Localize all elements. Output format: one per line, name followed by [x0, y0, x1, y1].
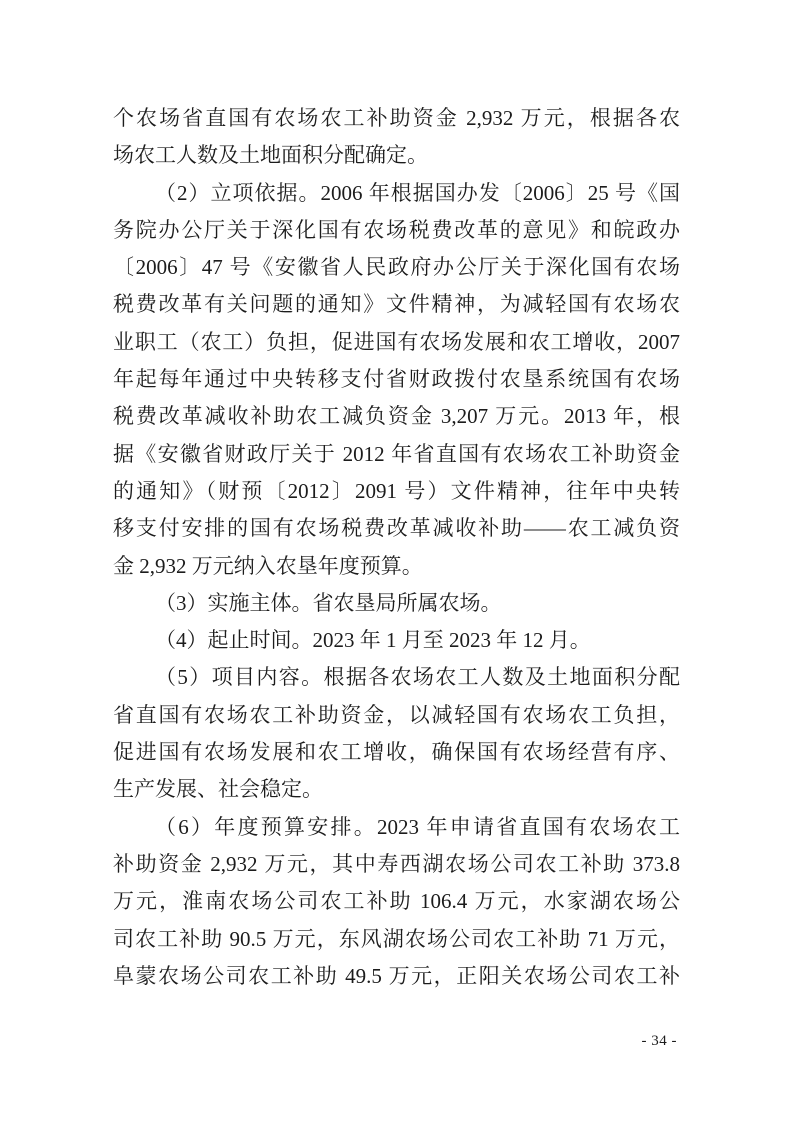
text-line: 生产发展、社会稳定。 — [113, 777, 323, 802]
text-line: 金 2,932 万元纳入农垦年度预算。 — [113, 553, 423, 578]
text-line: （5）项目内容。根据各农场农工人数及土地面积分配 — [155, 665, 680, 690]
text-line: 的通知》（财预〔2012〕2091 号）文件精神，往年中央转 — [113, 478, 680, 503]
text-line: 万元，淮南农场公司农工补助 106.4 万元，水家湖农场公 — [113, 889, 680, 914]
paragraph-2-lixiang-yiju — [113, 175, 680, 585]
text-line: （2）立项依据。2006 年根据国办发〔2006〕25 号《国 — [155, 180, 680, 205]
document-body — [113, 100, 680, 995]
paragraph-5-xiangmu-neirong — [113, 659, 680, 808]
text-line: 年起每年通过中央转移支付省财政拨付农垦系统国有农场 — [113, 367, 680, 392]
text-line: 司农工补助 90.5 万元，东风湖农场公司农工补助 71 万元， — [113, 926, 680, 951]
text-line: 〔2006〕47 号《安徽省人民政府办公厅关于深化国有农场 — [113, 255, 680, 280]
paragraph-6-niandu-yusuan — [113, 809, 680, 995]
page-number: - 34 - — [641, 1033, 677, 1049]
text-line: 税费改革有关问题的通知》文件精神，为减轻国有农场农 — [113, 292, 680, 317]
text-line: （4）起止时间。2023 年 1 月至 2023 年 12 月。 — [155, 628, 591, 653]
paragraph-3-shishi-zhuti — [113, 585, 680, 622]
text-line: 业职工（农工）负担，促进国有农场发展和农工增收，2007 — [113, 329, 680, 354]
paragraph-4-qizhi-shijian — [113, 622, 680, 659]
text-line: 移支付安排的国有农场税费改革减收补助——农工减负资 — [113, 516, 680, 541]
text-line: 促进国有农场发展和农工增收，确保国有农场经营有序、 — [113, 740, 680, 765]
text-line: 场农工人数及土地面积分配确定。 — [113, 143, 428, 168]
text-line: 据《安徽省财政厅关于 2012 年省直国有农场农工补助资金 — [113, 441, 680, 466]
text-line: （6）年度预算安排。2023 年申请省直国有农场农工 — [155, 814, 680, 839]
text-line: 务院办公厅关于深化国有农场税费改革的意见》和皖政办 — [113, 217, 680, 242]
paragraph-continuation-subsidy-allocation — [113, 100, 680, 175]
text-line: 省直国有农场农工补助资金，以减轻国有农场农工负担， — [113, 702, 680, 727]
text-line: （3）实施主体。省农垦局所属农场。 — [155, 590, 502, 615]
text-line: 税费改革减收补助农工减负资金 3,207 万元。2013 年，根 — [113, 404, 680, 429]
text-line: 阜蒙农场公司农工补助 49.5 万元，正阳关农场公司农工补 — [113, 963, 680, 988]
text-line: 个农场省直国有农场农工补助资金 2,932 万元，根据各农 — [113, 106, 680, 130]
text-line: 补助资金 2,932 万元，其中寿西湖农场公司农工补助 373.8 — [113, 851, 680, 876]
